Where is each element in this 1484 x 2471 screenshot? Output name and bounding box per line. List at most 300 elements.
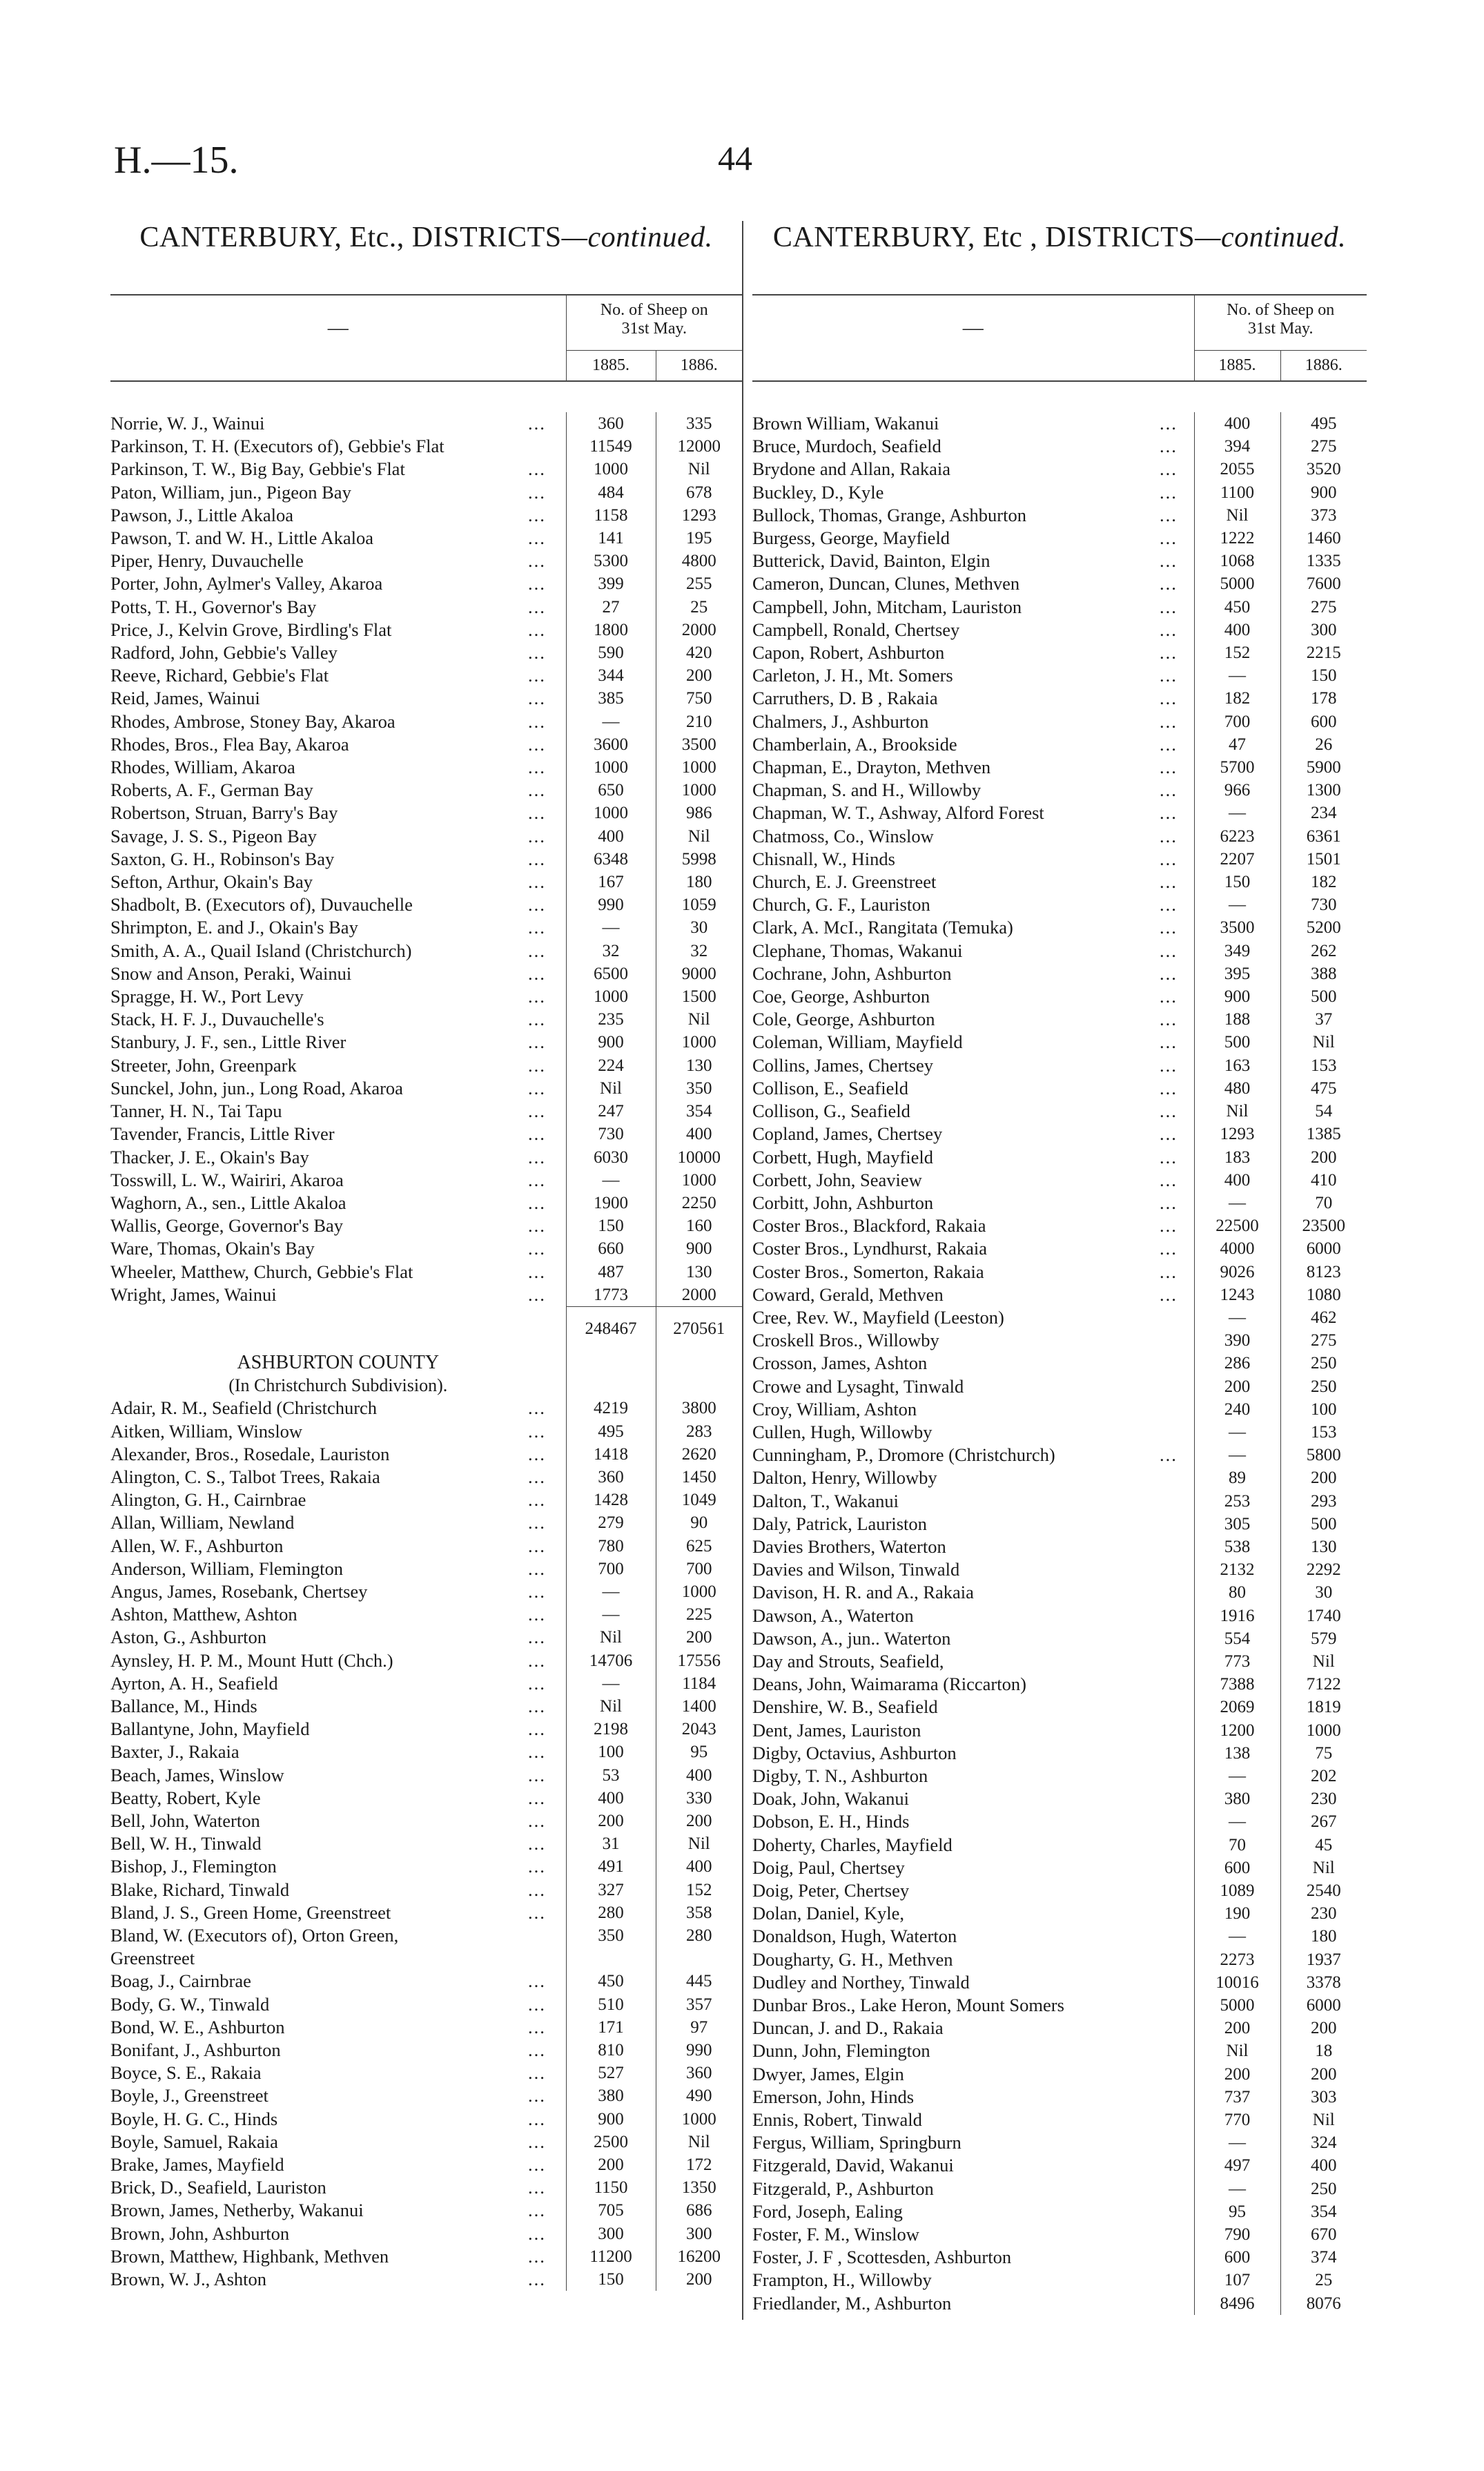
entry-name: Saxton, G. H., Robinson's Bay [110, 848, 335, 869]
table-row [110, 664, 742, 687]
sheep-1886: 130 [1280, 1535, 1367, 1558]
sheep-1886: 1000 [1280, 1719, 1367, 1742]
leader-dots: ... [528, 2222, 546, 2244]
sheep-1885: 1000 [566, 756, 656, 779]
table-row [752, 1054, 1367, 1077]
leader-dots: ... [528, 1856, 546, 1877]
table-row [752, 1925, 1367, 1948]
sheep-1885: 3600 [566, 733, 656, 756]
leader-dots: ... [1160, 1146, 1178, 1167]
table-row [752, 412, 1367, 435]
sheep-label-date: 31st May. [1248, 320, 1314, 338]
entry-name: Chisnall, W., Hinds [752, 848, 895, 869]
sheep-1886: 12000 [656, 435, 742, 458]
table-row [752, 572, 1367, 595]
leader-dots: ... [528, 2154, 546, 2176]
sheep-1886: 2043 [656, 1718, 742, 1741]
leader-dots: ... [1160, 779, 1178, 801]
entry-name: Daly, Patrick, Lauriston [752, 1513, 927, 1534]
sheep-1886: 1293 [656, 504, 742, 527]
sheep-1886: 1059 [656, 893, 742, 916]
entry-name: Duncan, J. and D., Rakaia [752, 2017, 944, 2039]
sheep-1886 [656, 1947, 742, 1970]
leader-dots: ... [1160, 1261, 1178, 1282]
sheep-1885: 53 [566, 1764, 656, 1787]
sheep-1885: 780 [566, 1535, 656, 1558]
table-row [110, 779, 742, 802]
entry-name: Dunn, John, Flemington [752, 2040, 930, 2062]
sheep-1885: — [1194, 802, 1280, 824]
leader-dots [1160, 2039, 1194, 2062]
leader-dots: ... [528, 527, 546, 549]
sheep-1886: 445 [656, 1970, 742, 1993]
table-row [752, 2017, 1367, 2039]
sheep-1885: 11200 [566, 2245, 656, 2268]
sheep-label-date: 31st May. [621, 320, 687, 338]
table-row [110, 481, 742, 504]
table-row [752, 1329, 1367, 1352]
leader-dots: ... [1160, 802, 1178, 824]
leader-dots: ... [528, 1879, 546, 1900]
leader-dots: ... [528, 1031, 546, 1053]
sheep-1885: — [566, 1672, 656, 1695]
leader-dots: ... [1160, 986, 1178, 1007]
leader-dots: ... [1160, 940, 1178, 961]
table-row [110, 435, 742, 458]
entry-name: Ford, Joseph, Ealing [752, 2200, 903, 2222]
sheep-1886: 2292 [1280, 1558, 1367, 1581]
entry-name: Doig, Peter, Chertsey [752, 1880, 910, 1901]
sheep-1885: 2273 [1194, 1948, 1280, 1971]
sheep-1886: 490 [656, 2084, 742, 2107]
sheep-1886: 354 [656, 1100, 742, 1123]
entry-name: Brick, D., Seafield, Lauriston [110, 2177, 326, 2198]
table-row [110, 1787, 742, 1810]
sheep-1886: 182 [1280, 871, 1367, 893]
sheep-1885: 80 [1194, 1581, 1280, 1604]
sheep-1886: 990 [656, 2039, 742, 2062]
leader-dots [1160, 1375, 1194, 1398]
entry-name: Ashton, Matthew, Ashton [110, 1604, 297, 1625]
table-row [110, 1558, 742, 1580]
leader-dots: ... [1160, 504, 1178, 525]
leader-dots [1160, 1810, 1194, 1833]
entry-name: Snow and Anson, Peraki, Wainui [110, 962, 352, 984]
entry-name: Clephane, Thomas, Wakanui [752, 940, 963, 961]
table-row [752, 1077, 1367, 1100]
sheep-1885: 487 [566, 1261, 656, 1283]
sheep-1885: 22500 [1194, 1214, 1280, 1237]
entry-name: Capon, Robert, Ashburton [752, 642, 945, 663]
entry-name: Angus, James, Rosebank, Chertsey [110, 1580, 368, 1602]
entry-name: Alington, G. H., Cairnbrae [110, 1489, 306, 1511]
right-header-sheep [1194, 295, 1367, 351]
sheep-1885: 7388 [1194, 1673, 1280, 1696]
sheep-1885: 31 [566, 1832, 656, 1855]
table-row [752, 458, 1367, 481]
table-row [110, 1626, 742, 1649]
sheep-1885: 327 [566, 1879, 656, 1901]
sheep-1885: 9026 [1194, 1261, 1280, 1283]
table-row [752, 1765, 1367, 1787]
sheep-1886: 400 [1280, 2154, 1367, 2177]
table-row [752, 2178, 1367, 2200]
table-row [752, 1100, 1367, 1123]
leader-dots: ... [1160, 962, 1178, 984]
sheep-1886: 475 [1280, 1077, 1367, 1100]
right-column [752, 221, 1367, 2315]
sheep-1886: 625 [656, 1535, 742, 1558]
leader-dots: ... [528, 2269, 546, 2290]
table-row [752, 1696, 1367, 1718]
leader-dots: ... [528, 1764, 546, 1785]
leader-dots: ... [1160, 413, 1178, 434]
entry-name: Dent, James, Lauriston [752, 1719, 921, 1741]
sheep-1885: 600 [1194, 2246, 1280, 2269]
entry-name: Davison, H. R. and A., Rakaia [752, 1582, 974, 1603]
entry-name: Streeter, John, Greenpark [110, 1054, 297, 1076]
leader-dots: ... [528, 1420, 546, 1442]
sheep-1886: 23500 [1280, 1214, 1367, 1237]
entry-name: Thacker, J. E., Okain's Bay [110, 1146, 309, 1167]
sheep-1885: 360 [566, 1466, 656, 1489]
sheep-1886: 700 [656, 1558, 742, 1580]
leader-dots [1160, 1925, 1194, 1948]
sheep-1886: 283 [656, 1420, 742, 1443]
leader-dots: ... [528, 1993, 546, 2015]
table-row [110, 848, 742, 871]
sheep-1885: 1000 [566, 985, 656, 1008]
sheep-1886: 262 [1280, 940, 1367, 962]
table-row [110, 2176, 742, 2199]
leader-dots: ... [528, 550, 546, 572]
leader-dots: ... [1160, 573, 1178, 594]
table-row [752, 1466, 1367, 1489]
entry-name: Fitzgerald, P., Ashburton [752, 2178, 934, 2199]
county-heading: ASHBURTON COUNTY [237, 1351, 440, 1373]
sheep-1886: 500 [1280, 985, 1367, 1008]
sheep-1885: 2069 [1194, 1696, 1280, 1718]
left-title-text: CANTERBURY, Etc., DISTRICTS [139, 222, 562, 253]
sheep-1886: 10000 [656, 1146, 742, 1169]
table-row [752, 664, 1367, 687]
entry-name: Ware, Thomas, Okain's Bay [110, 1238, 315, 1259]
sheep-1886: Nil [1280, 2109, 1367, 2131]
sheep-1885: 900 [566, 1031, 656, 1054]
leader-dots: ... [1160, 1031, 1178, 1053]
sheep-1886: 230 [1280, 1902, 1367, 1925]
entry-name: Emerson, John, Hinds [752, 2086, 915, 2107]
sheep-1885: 190 [1194, 1902, 1280, 1925]
sheep-1885: 773 [1194, 1650, 1280, 1673]
sheep-1885: 3500 [1194, 916, 1280, 939]
table-row [110, 916, 742, 939]
leader-dots: ... [528, 986, 546, 1007]
entry-name: Spragge, H. W., Port Levy [110, 986, 304, 1007]
right-table-header [752, 294, 1367, 382]
table-row [752, 1123, 1367, 1145]
right-title-suffix: —continued. [1195, 222, 1347, 253]
table-row [110, 412, 742, 435]
left-column [110, 221, 742, 2291]
sheep-1885: 497 [1194, 2154, 1280, 2177]
sheep-1885 [566, 1947, 656, 1970]
table-row [110, 2222, 742, 2245]
sheep-1886: 150 [1280, 664, 1367, 687]
sheep-1885: 100 [566, 1741, 656, 1763]
sheep-1886: 172 [656, 2153, 742, 2176]
sheep-1886: 579 [1280, 1627, 1367, 1650]
table-row [752, 1673, 1367, 1696]
county-subheading-row [110, 1374, 742, 1397]
sheep-1886: 303 [1280, 2086, 1367, 2109]
table-row [110, 1146, 742, 1169]
leader-dots [1160, 2017, 1194, 2039]
entry-name: Porter, John, Aylmer's Valley, Akaroa [110, 573, 383, 594]
leader-dots: ... [528, 1718, 546, 1740]
sheep-1886: 5998 [656, 848, 742, 871]
table-row [110, 572, 742, 595]
table-row [752, 733, 1367, 756]
sheep-1886: 400 [656, 1855, 742, 1878]
sheep-1886: 230 [1280, 1787, 1367, 1810]
sheep-1886: 17556 [656, 1649, 742, 1672]
sheep-1885: 1100 [1194, 481, 1280, 504]
entry-name: Clark, A. McI., Rangitata (Temuka) [752, 917, 1013, 938]
entry-name: Ballantyne, John, Mayfield [110, 1718, 310, 1740]
entry-name: Buckley, D., Kyle [752, 481, 884, 503]
leader-dots: ... [1160, 733, 1178, 755]
entry-name: Crowe and Lysaght, Tinwald [752, 1375, 964, 1397]
entry-name: Pawson, T. and W. H., Little Akaloa [110, 527, 374, 549]
entry-name: Tavender, Francis, Little River [110, 1123, 335, 1145]
leader-dots [1160, 2200, 1194, 2223]
entry-name: Dougharty, G. H., Methven [752, 1948, 953, 1970]
table-row [752, 1513, 1367, 1535]
entry-name: Fitzgerald, David, Wakanui [752, 2155, 954, 2176]
sheep-1885: — [1194, 1925, 1280, 1948]
sheep-1886: 335 [656, 412, 742, 435]
table-row [752, 641, 1367, 664]
sheep-1885: 2132 [1194, 1558, 1280, 1581]
sheep-1886: 210 [656, 710, 742, 733]
leader-dots: ... [1160, 1054, 1178, 1076]
leader-dots: ... [528, 2016, 546, 2037]
entry-name: Doig, Paul, Chertsey [752, 1857, 905, 1878]
entry-name: Bishop, J., Flemington [110, 1856, 277, 1877]
leader-dots: ... [528, 1215, 546, 1237]
left-header-sheep [566, 295, 742, 351]
table-row [752, 596, 1367, 619]
table-row [110, 1603, 742, 1626]
sheep-1885: 200 [566, 1810, 656, 1832]
table-row [110, 2131, 742, 2153]
sheep-1885: 399 [566, 572, 656, 595]
left-table-header [110, 294, 742, 382]
table-row [752, 550, 1367, 572]
sheep-1886: 18 [1280, 2039, 1367, 2062]
right-table-body [752, 412, 1367, 2315]
sheep-1885: 395 [1194, 962, 1280, 985]
sheep-1885: 150 [1194, 871, 1280, 893]
sheep-1886: Nil [656, 458, 742, 481]
table-row [752, 1879, 1367, 1902]
sheep-1886: 986 [656, 802, 742, 824]
leader-dots: ... [528, 1627, 546, 1648]
leader-dots: ... [528, 458, 546, 480]
entry-name: Cole, George, Ashburton [752, 1009, 935, 1030]
sheep-1886: 54 [1280, 1100, 1367, 1123]
table-row [110, 1397, 742, 1419]
sheep-1885: 107 [1194, 2269, 1280, 2291]
sheep-1886: 202 [1280, 1765, 1367, 1787]
leader-dots: ... [528, 917, 546, 938]
sheep-1885: 554 [1194, 1627, 1280, 1650]
table-row [110, 893, 742, 916]
entry-name: Brake, James, Mayfield [110, 2154, 284, 2176]
table-row [110, 1741, 742, 1763]
sheep-1885: 1773 [566, 1283, 656, 1307]
entry-name: Collison, G., Seafield [752, 1101, 910, 1122]
sheep-1885: 966 [1194, 779, 1280, 802]
sheep-1886: 100 [1280, 1398, 1367, 1421]
sheep-1885: 163 [1194, 1054, 1280, 1077]
leader-dots: ... [528, 2200, 546, 2221]
sheep-1886: 200 [656, 2268, 742, 2291]
table-row [752, 1834, 1367, 1857]
entry-name: Coe, George, Ashburton [752, 986, 930, 1007]
leader-dots [1160, 2223, 1194, 2246]
table-row [752, 1490, 1367, 1513]
sheep-1885: 171 [566, 2016, 656, 2039]
table-row [110, 1192, 742, 1214]
sheep-1886: 293 [1280, 1490, 1367, 1513]
sheep-1885: 8496 [1194, 2292, 1280, 2315]
entry-name: Waghorn, A., sen., Little Akaloa [110, 1192, 346, 1213]
entry-name: Brown William, Wakanui [752, 413, 939, 434]
sheep-1885: 6223 [1194, 825, 1280, 848]
entry-name: Coster Bros., Blackford, Rakaia [752, 1215, 986, 1237]
sheep-1885: — [1194, 1421, 1280, 1444]
table-row [752, 2039, 1367, 2062]
table-row [752, 1627, 1367, 1650]
table-row [110, 1466, 742, 1489]
sheep-1886: 200 [656, 1810, 742, 1832]
sheep-1886: 2000 [656, 1283, 742, 1307]
table-row [752, 1558, 1367, 1581]
sheep-1885: 253 [1194, 1490, 1280, 1513]
table-row [752, 940, 1367, 962]
sheep-1886: 357 [656, 1993, 742, 2016]
sheep-1886: 388 [1280, 962, 1367, 985]
sheep-1886: 8123 [1280, 1261, 1367, 1283]
sheep-1885: 650 [566, 779, 656, 802]
entry-name: Boyce, S. E., Rakaia [110, 2062, 262, 2084]
entry-name: Wright, James, Wainui [110, 1283, 277, 1305]
sheep-1885: 1150 [566, 2176, 656, 2199]
table-row [752, 1857, 1367, 1879]
sheep-1886: 200 [1280, 2017, 1367, 2039]
entry-name: Davies and Wilson, Tinwald [752, 1559, 960, 1580]
sheep-1885: 4000 [1194, 1237, 1280, 1260]
entry-name: Brown, James, Netherby, Wakanui [110, 2200, 364, 2221]
leader-dots [1160, 1329, 1194, 1352]
table-row [752, 1306, 1367, 1329]
sheep-1886: 300 [656, 2222, 742, 2245]
entry-name: Savage, J. S. S., Pigeon Bay [110, 825, 317, 846]
sheep-1885: 5000 [1194, 1994, 1280, 2017]
sheep-1886: 6000 [1280, 1237, 1367, 1260]
leader-dots: ... [1160, 619, 1178, 640]
entry-name: Carruthers, D. B , Rakaia [752, 688, 938, 709]
leader-dots: ... [1160, 871, 1178, 893]
table-row [752, 1031, 1367, 1054]
leader-dots: ... [528, 2039, 546, 2061]
entry-name: Butterick, David, Bainton, Elgin [752, 550, 990, 572]
table-row [110, 1810, 742, 1832]
table-row [110, 2153, 742, 2176]
total-1885: 248467 [566, 1306, 656, 1351]
entry-name: Denshire, W. B., Seafield [752, 1696, 938, 1718]
sheep-1886: 6361 [1280, 825, 1367, 848]
sheep-1886: 90 [656, 1511, 742, 1534]
leader-dots: ... [528, 1741, 546, 1763]
sheep-1886: 360 [656, 2062, 742, 2084]
leader-dots [1160, 1879, 1194, 1902]
table-row [752, 435, 1367, 458]
leader-dots [1160, 1627, 1194, 1650]
sheep-1885: 1089 [1194, 1879, 1280, 1902]
sheep-1885: 484 [566, 481, 656, 504]
sheep-1886: 350 [656, 1077, 742, 1100]
sheep-1885: 480 [1194, 1077, 1280, 1100]
leader-dots [1160, 1696, 1194, 1718]
table-row [110, 1214, 742, 1237]
sheep-1886: 750 [656, 687, 742, 710]
sheep-1885: 1293 [1194, 1123, 1280, 1145]
entry-name: Reid, James, Wainui [110, 688, 260, 709]
leader-dots [1160, 2269, 1194, 2291]
leader-dots: ... [1160, 710, 1178, 732]
sheep-1885: 390 [1194, 1329, 1280, 1352]
table-row [752, 825, 1367, 848]
table-row [110, 1443, 742, 1466]
entry-name: Chapman, W. T., Ashway, Alford Forest [752, 802, 1044, 824]
entry-name: Frampton, H., Willowby [752, 2269, 932, 2291]
sheep-1886: 400 [656, 1764, 742, 1787]
leader-dots [1160, 1742, 1194, 1765]
sheep-1886: 324 [1280, 2131, 1367, 2154]
sheep-1885: 300 [566, 2222, 656, 2245]
table-row [752, 893, 1367, 916]
table-row [110, 710, 742, 733]
leader-dots [1160, 2131, 1194, 2154]
entry-name: Sefton, Arthur, Okain's Bay [110, 871, 313, 893]
sheep-1886: 374 [1280, 2246, 1367, 2269]
leader-dots: ... [1160, 1238, 1178, 1259]
sheep-1885: — [1194, 893, 1280, 916]
sheep-1886: 3500 [656, 733, 742, 756]
sheep-1885: 510 [566, 1993, 656, 2016]
leader-dots: ... [1160, 665, 1178, 686]
entry-name: Greenstreet [110, 1948, 195, 1969]
leader-dots: ... [528, 1787, 546, 1808]
entry-name: Reeve, Richard, Gebbie's Flat [110, 665, 329, 686]
entry-name: Anderson, William, Flemington [110, 1558, 344, 1579]
sheep-1886: 130 [656, 1261, 742, 1283]
sheep-1886: 1184 [656, 1672, 742, 1695]
leader-dots [528, 435, 566, 458]
